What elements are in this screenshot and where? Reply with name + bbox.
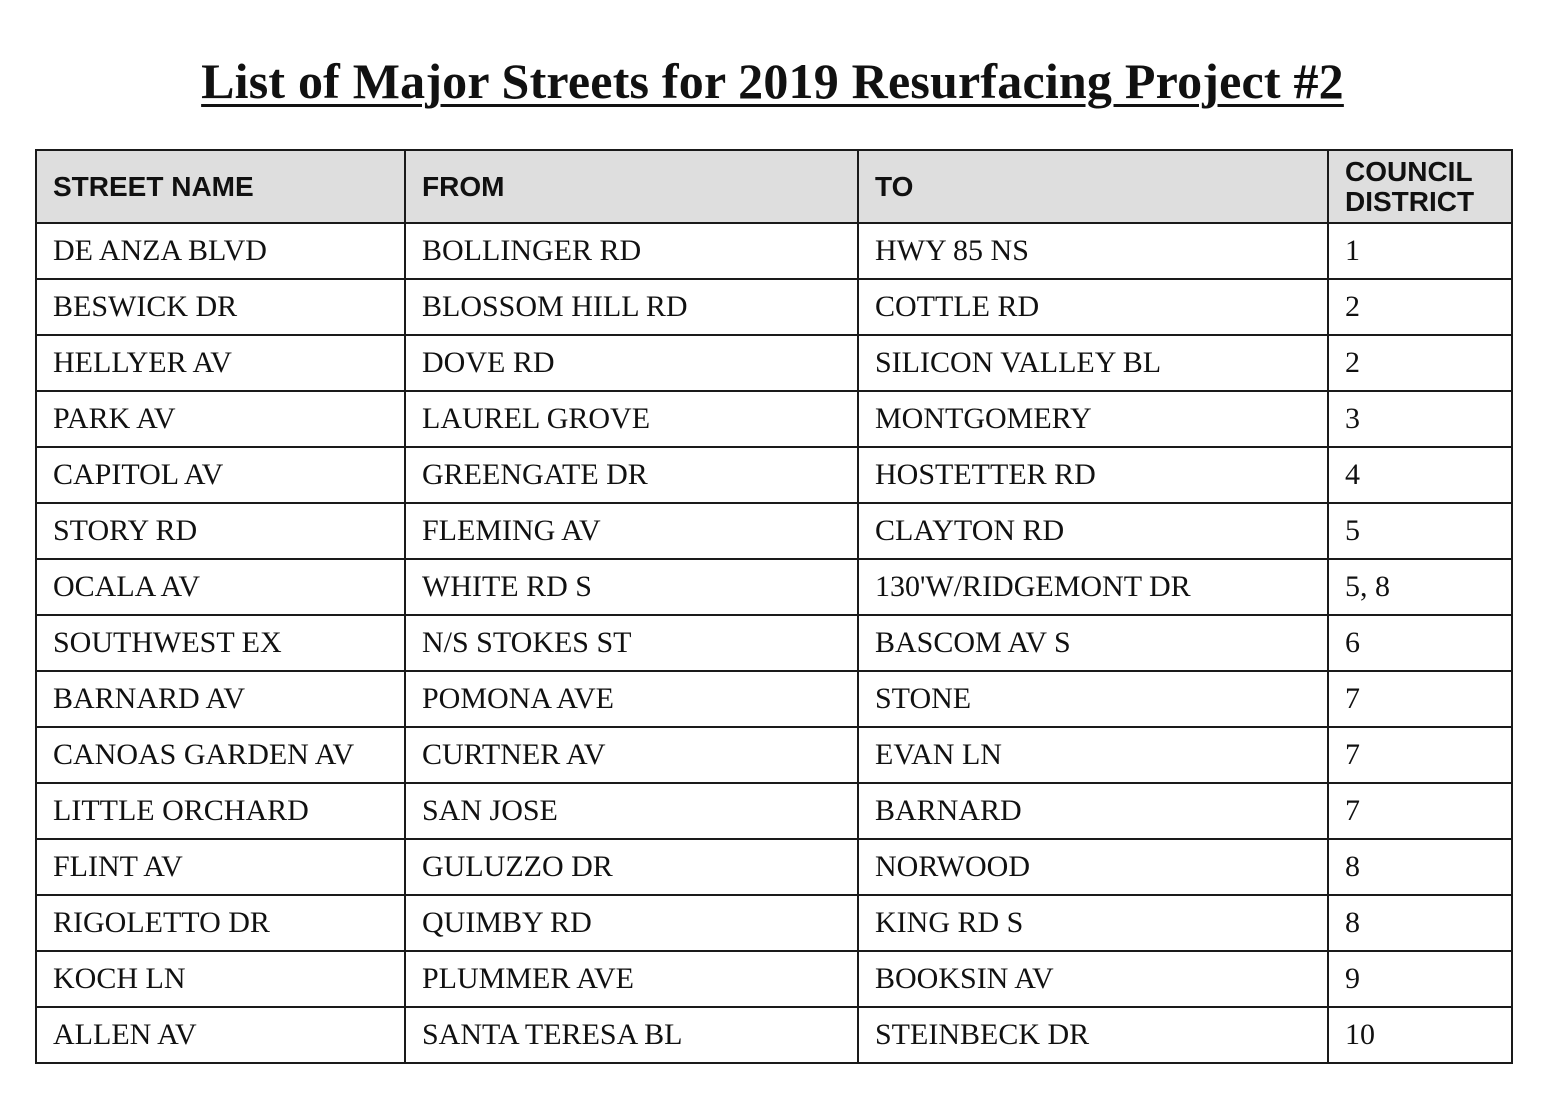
header-street-name: STREET NAME (36, 150, 405, 223)
from-cell: SAN JOSE (405, 783, 858, 839)
from-cell: DOVE RD (405, 335, 858, 391)
council-district-cell: 3 (1328, 391, 1512, 447)
table-row (36, 391, 1512, 447)
street-name-cell: STORY RD (36, 503, 405, 559)
to-cell: NORWOOD (858, 839, 1328, 895)
page-title (0, 48, 1545, 114)
to-cell: BOOKSIN AV (858, 951, 1328, 1007)
street-name-cell: DE ANZA BLVD (36, 223, 405, 279)
street-name-cell: LITTLE ORCHARD (36, 783, 405, 839)
council-district-cell: 5, 8 (1328, 559, 1512, 615)
from-cell: WHITE RD S (405, 559, 858, 615)
table-row (36, 727, 1512, 783)
to-cell: HWY 85 NS (858, 223, 1328, 279)
to-cell: BARNARD (858, 783, 1328, 839)
table-row (36, 839, 1512, 895)
council-district-cell: 1 (1328, 223, 1512, 279)
to-cell: KING RD S (858, 895, 1328, 951)
street-name-cell: OCALA AV (36, 559, 405, 615)
table-row (36, 1007, 1512, 1063)
street-name-cell: RIGOLETTO DR (36, 895, 405, 951)
council-district-cell: 2 (1328, 335, 1512, 391)
to-cell: STEINBECK DR (858, 1007, 1328, 1063)
from-cell: POMONA AVE (405, 671, 858, 727)
to-cell: MONTGOMERY (858, 391, 1328, 447)
street-name-cell: ALLEN AV (36, 1007, 405, 1063)
to-cell: BASCOM AV S (858, 615, 1328, 671)
streets-table (35, 149, 1513, 1064)
to-cell: STONE (858, 671, 1328, 727)
council-district-cell: 4 (1328, 447, 1512, 503)
to-cell: COTTLE RD (858, 279, 1328, 335)
from-cell: GREENGATE DR (405, 447, 858, 503)
council-district-cell: 5 (1328, 503, 1512, 559)
table-row (36, 447, 1512, 503)
to-cell: 130'W/RIDGEMONT DR (858, 559, 1328, 615)
table-row (36, 223, 1512, 279)
council-district-cell: 7 (1328, 783, 1512, 839)
table-row (36, 951, 1512, 1007)
street-name-cell: HELLYER AV (36, 335, 405, 391)
table-row (36, 503, 1512, 559)
from-cell: QUIMBY RD (405, 895, 858, 951)
council-district-cell: 10 (1328, 1007, 1512, 1063)
table-body (36, 223, 1512, 1063)
from-cell: BOLLINGER RD (405, 223, 858, 279)
council-district-cell: 9 (1328, 951, 1512, 1007)
table-row (36, 279, 1512, 335)
council-district-cell: 8 (1328, 839, 1512, 895)
from-cell: FLEMING AV (405, 503, 858, 559)
from-cell: CURTNER AV (405, 727, 858, 783)
table-row (36, 615, 1512, 671)
street-name-cell: SOUTHWEST EX (36, 615, 405, 671)
street-name-cell: CAPITOL AV (36, 447, 405, 503)
table-row (36, 783, 1512, 839)
table-row (36, 671, 1512, 727)
table-row (36, 559, 1512, 615)
street-name-cell: CANOAS GARDEN AV (36, 727, 405, 783)
to-cell: SILICON VALLEY BL (858, 335, 1328, 391)
header-council-district: COUNCIL DISTRICT (1328, 150, 1512, 223)
table-row (36, 895, 1512, 951)
from-cell: GULUZZO DR (405, 839, 858, 895)
header-row (36, 150, 1512, 223)
street-name-cell: KOCH LN (36, 951, 405, 1007)
from-cell: SANTA TERESA BL (405, 1007, 858, 1063)
from-cell: PLUMMER AVE (405, 951, 858, 1007)
council-district-cell: 7 (1328, 727, 1512, 783)
street-name-cell: BESWICK DR (36, 279, 405, 335)
council-district-cell: 2 (1328, 279, 1512, 335)
council-district-cell: 7 (1328, 671, 1512, 727)
from-cell: LAUREL GROVE (405, 391, 858, 447)
street-name-cell: BARNARD AV (36, 671, 405, 727)
council-district-cell: 8 (1328, 895, 1512, 951)
from-cell: BLOSSOM HILL RD (405, 279, 858, 335)
header-from: FROM (405, 150, 858, 223)
street-name-cell: PARK AV (36, 391, 405, 447)
to-cell: CLAYTON RD (858, 503, 1328, 559)
from-cell: N/S STOKES ST (405, 615, 858, 671)
page-title-text: List of Major Streets for 2019 Resurfacing Project #2 (201, 52, 1344, 109)
table-row (36, 335, 1512, 391)
header-to: TO (858, 150, 1328, 223)
council-district-cell: 6 (1328, 615, 1512, 671)
table-header (36, 150, 1512, 223)
to-cell: HOSTETTER RD (858, 447, 1328, 503)
street-name-cell: FLINT AV (36, 839, 405, 895)
to-cell: EVAN LN (858, 727, 1328, 783)
